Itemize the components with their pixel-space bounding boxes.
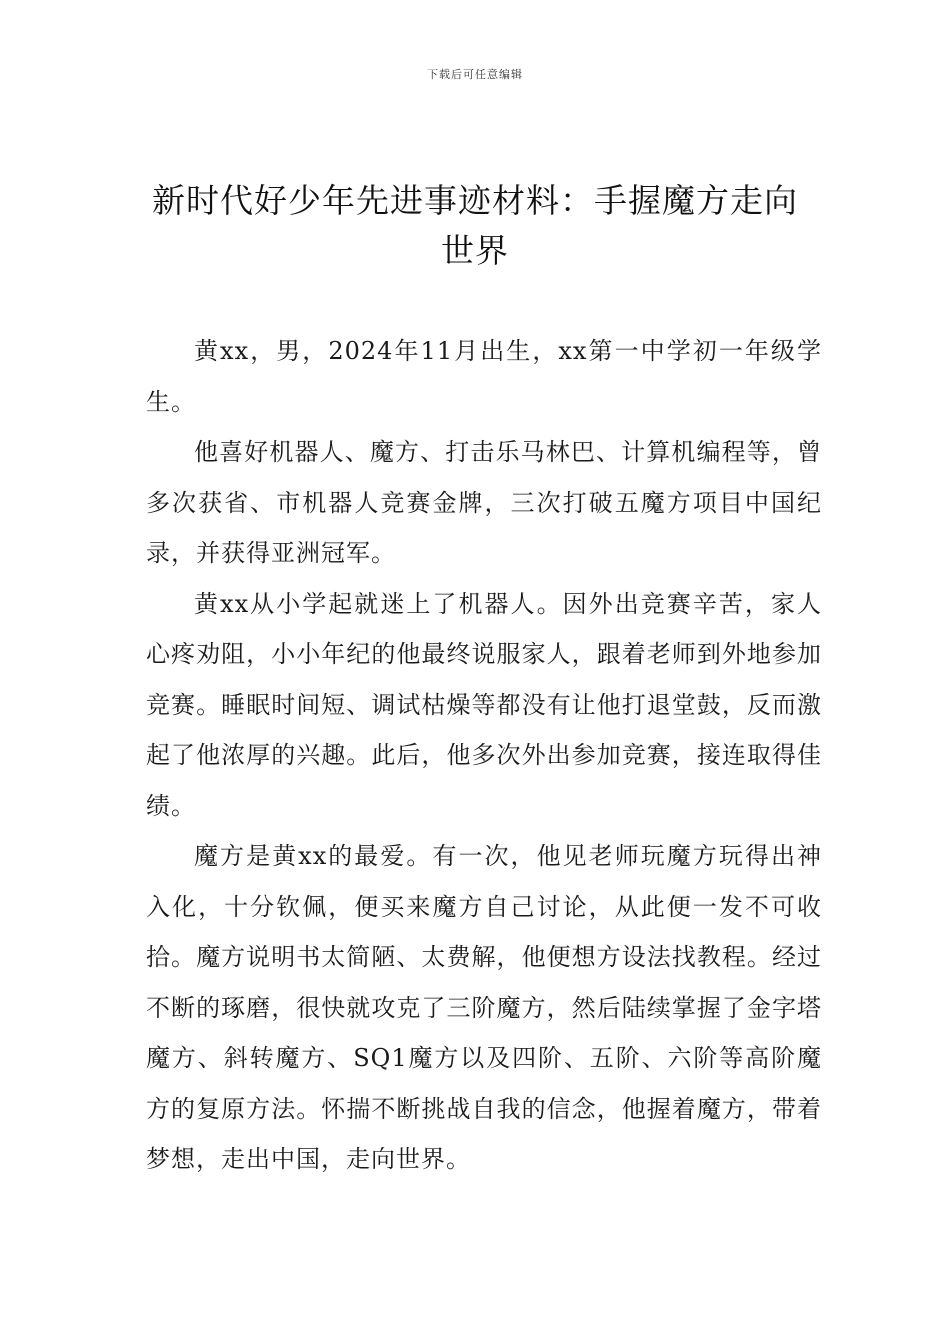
paragraph-rubiks-cube: 魔方是黄xx的最爱。有一次，他见老师玩魔方玩得出神入化，十分钦佩，便买来魔方自己讨论，从此便一发不可收拾。魔方说明书太简陋、太费解，他便想方设法找教程。经过不断的琢磨，很快就攻克了三阶魔方，然后陆续掌握了金字塔魔方、斜转魔方、SQ1魔方以及四阶、五阶、六阶等高阶魔方的复原方法。怀揣不断挑战自我的信念，他握着魔方，带着梦想，走出中国，走向世界。 xyxy=(146,842,822,1173)
paragraph-robotics: 黄xx从小学起就迷上了机器人。因外出竞赛辛苦，家人心疼劝阻，小小年纪的他最终说服家人，跟着老师到外地参加竞赛。睡眠时间短、调试枯燥等都没有让他打退堂鼓，反而激起了他浓厚的兴趣。此后，他多次外出参加竞赛，接连取得佳绩。 xyxy=(146,589,822,820)
paragraph-hobbies: 他喜好机器人、魔方、打击乐马林巴、计算机编程等，曾多次获省、市机器人竞赛金牌，三次打破五魔方项目中国纪录，并获得亚洲冠军。 xyxy=(146,438,822,567)
paragraph-intro: 黄xx，男，2024年11月出生，xx第一中学初一年级学生。 xyxy=(146,337,822,416)
header-note: 下载后可任意编辑 xyxy=(427,68,523,81)
document-body xyxy=(146,326,822,1185)
document-title: 新时代好少年先进事迹材料：手握魔方走向世界 xyxy=(152,181,798,270)
